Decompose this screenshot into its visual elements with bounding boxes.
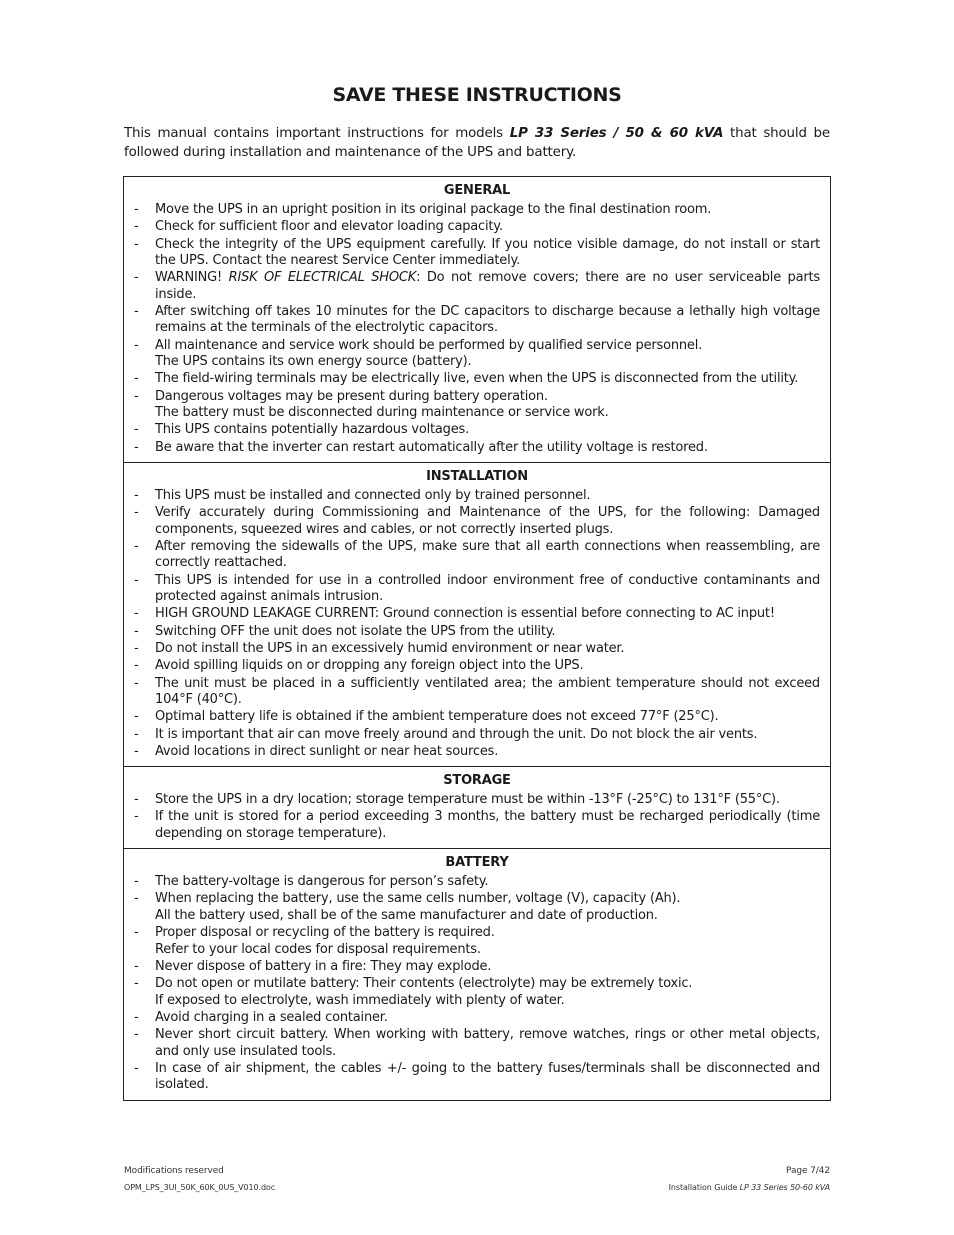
list-item: - Verify accurately during Commissioning and Maintenance of the UPS, for the following: Damaged components, squeezed wires and cables, or not correctly inserted plugs.	[134, 505, 820, 538]
list-item: - Store the UPS in a dry location; storage temperature must be within -13°F (-25°C) to 131°F (55°C).	[134, 792, 820, 808]
footer-guide-prefix: Installation Guide	[668, 1183, 740, 1192]
footer-guide	[669, 1183, 830, 1192]
intro-model-name: LP 33 Series / 50 & 60 kVA	[509, 126, 724, 141]
list-item: - Never dispose of battery in a fire: They may explode.	[134, 959, 820, 975]
list-item: - This UPS contains potentially hazardous voltages.	[134, 422, 820, 438]
list-item: - The unit must be placed in a sufficiently ventilated area; the ambient temperature should not exceed 104°F (40°C).	[134, 676, 820, 709]
storage-list	[134, 792, 820, 842]
section-title-battery: BATTERY	[445, 855, 509, 871]
section-installation	[124, 462, 830, 766]
list-item: - Avoid charging in a sealed container.	[134, 1010, 820, 1026]
section-title-general: GENERAL	[443, 183, 511, 198]
battery-list	[134, 874, 820, 1094]
intro-text-after: that should be followed during installation and maintenance of the UPS and battery.	[124, 126, 830, 160]
list-item: - Avoid spilling liquids on or dropping any foreign object into the UPS.	[134, 658, 820, 674]
list-item: - Switching OFF the unit does not isolate the UPS from the utility.	[134, 624, 820, 640]
list-item: - Optimal battery life is obtained if the ambient temperature does not exceed 77°F (25°C).	[134, 709, 820, 725]
page-title: SAVE THESE INSTRUCTIONS	[332, 84, 622, 106]
list-item: - Proper disposal or recycling of the battery is required. Refer to your local codes for disposal requirements.	[134, 925, 820, 958]
section-title-installation: INSTALLATION	[426, 469, 528, 484]
intro-paragraph	[124, 124, 830, 162]
list-item: - After removing the sidewalls of the UPS, make sure that all earth connections when reassembling, are correctly reattached.	[134, 539, 820, 572]
list-item: - Be aware that the inverter can restart automatically after the utility voltage is restored.	[134, 440, 820, 456]
list-item: - Avoid locations in direct sunlight or near heat sources.	[134, 744, 820, 760]
warning-emphasis: RISK OF ELECTRICAL SHOCK	[228, 270, 417, 286]
section-storage	[124, 766, 830, 848]
list-item: - Move the UPS in an upright position in its original package to the final destination room.	[134, 202, 820, 218]
section-title-storage: STORAGE	[443, 773, 511, 789]
list-item: - Do not install the UPS in an excessively humid environment or near water.	[134, 641, 820, 657]
list-item: - Do not open or mutilate battery: Their contents (electrolyte) may be extremely toxic. If exposed to electrolyte, wash immediately with plenty of water.	[134, 976, 820, 1009]
general-list	[134, 202, 820, 456]
list-item: - Check the integrity of the UPS equipment carefully. If you notice visible damage, do not install or start the UPS. Contact the nearest Service Center immediately.	[134, 237, 820, 270]
list-item: - All maintenance and service work should be performed by qualified service personnel. The UPS contains its own energy source (battery).	[134, 338, 820, 371]
footer-filename: OPM_LPS_3UI_50K_60K_0US_V010.doc	[124, 1183, 276, 1192]
list-item: - When replacing the battery, use the same cells number, voltage (V), capacity (Ah). All the battery used, shall be of the same manufacturer and date of production.	[134, 891, 820, 924]
list-item: - The field-wiring terminals may be electrically live, even when the UPS is disconnected from the utility.	[134, 371, 820, 387]
list-item: - If the unit is stored for a period exceeding 3 months, the battery must be recharged periodically (time depending on storage temperature).	[134, 809, 820, 842]
list-item: - The battery-voltage is dangerous for person’s safety.	[134, 874, 820, 890]
list-item: - HIGH GROUND LEAKAGE CURRENT: Ground connection is essential before connecting to AC input!	[134, 606, 820, 622]
list-item: - After switching off takes 10 minutes for the DC capacitors to discharge because a lethally high voltage remains at the terminals of the electrolytic capacitors.	[134, 304, 820, 337]
instructions-table	[123, 176, 831, 1101]
list-item: - This UPS is intended for use in a controlled indoor environment free of conductive contaminants and protected against animals intrusion.	[134, 573, 820, 606]
footer-page-number: Page 7/42	[786, 1166, 830, 1176]
list-item: - WARNING! RISK OF ELECTRICAL SHOCK: Do not remove covers; there are no user serviceable parts inside.	[134, 270, 820, 303]
list-item: - This UPS must be installed and connected only by trained personnel.	[134, 488, 820, 504]
footer-modifications: Modifications reserved	[124, 1166, 224, 1176]
list-item: - Check for sufficient floor and elevator loading capacity.	[134, 219, 820, 235]
list-item: - It is important that air can move freely around and through the unit. Do not block the air vents.	[134, 727, 820, 743]
section-general	[124, 177, 830, 462]
list-item: - Never short circuit battery. When working with battery, remove watches, rings or other metal objects, and only use insulated tools.	[134, 1027, 820, 1060]
list-item: - In case of air shipment, the cables +/- going to the battery fuses/terminals shall be disconnected and isolated.	[134, 1061, 820, 1094]
intro-text-before: This manual contains important instructions for models	[124, 126, 510, 141]
installation-list	[134, 488, 820, 760]
section-battery	[124, 848, 830, 1099]
footer-guide-model: LP 33 Series 50-60 kVA	[739, 1183, 830, 1192]
list-item: - Dangerous voltages may be present during battery operation. The battery must be disconnected during maintenance or service work.	[134, 389, 820, 422]
